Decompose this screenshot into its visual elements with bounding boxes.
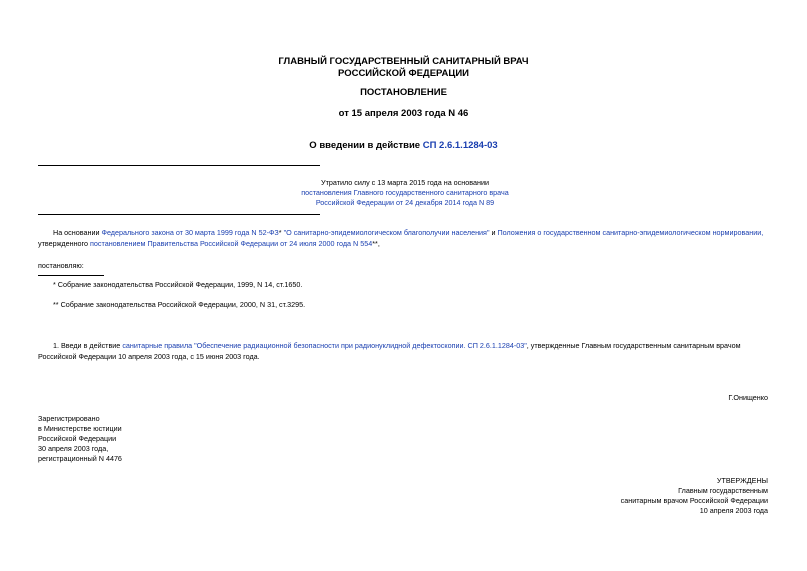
footnote-2: ** Собрание законодательства Российской Федерации, 2000, N 31, ст.3295.: [53, 300, 306, 309]
registration-line: Зарегистрировано: [38, 414, 100, 423]
document-subject: [0, 140, 807, 152]
preamble-line-2: [38, 239, 380, 249]
preamble-line-1: [53, 228, 769, 238]
approved-line: 10 апреля 2003 года: [699, 506, 768, 515]
preamble-approved-text: утвержденного: [38, 239, 91, 248]
sanitary-rules-link[interactable]: санитарные правила "Обеспечение радиационной безопасности при радионуклидной дефектоскопии. СП 2.6.1.1284-03": [122, 341, 527, 350]
document-date-number: от 15 апреля 2003 года N 46: [338, 108, 469, 119]
approved-block: [621, 476, 768, 516]
preamble-conjunction: и: [489, 228, 498, 237]
status-note: [205, 178, 605, 208]
repeal-link-line-2[interactable]: Российской Федерации от 24 декабря 2014 года N 89: [315, 198, 495, 207]
signature: Г.Онищенко: [728, 393, 768, 402]
preamble-footnote-mark-2: **,: [372, 239, 380, 248]
regulation-link[interactable]: Положения о государственном санитарно-эпидемиологическом нормировании,: [497, 228, 764, 237]
subject-text: О введении в действие: [309, 140, 423, 151]
issuer-title: [0, 56, 807, 80]
issuer-line-1: ГЛАВНЫЙ ГОСУДАРСТВЕННЫЙ САНИТАРНЫЙ ВРАЧ: [278, 56, 529, 67]
divider-top: [38, 165, 320, 166]
registration-line: регистрационный N 4476: [38, 454, 122, 463]
footnote-divider: [38, 275, 104, 276]
government-decree-link[interactable]: постановлением Правительства Российской Федерации от 24 июля 2000 года N 554: [90, 239, 373, 248]
item-1-text: 1. Введи в действие: [53, 341, 123, 350]
approved-line: Главным государственным: [678, 486, 768, 495]
footnote-1: * Собрание законодательства Российской Федерации, 1999, N 14, ст.1650.: [53, 280, 303, 289]
federal-law-link[interactable]: Федерального закона от 30 марта 1999 года N 52-ФЗ: [101, 228, 279, 237]
approved-line: санитарным врачом Российской Федерации: [620, 496, 768, 505]
repeal-link-line-1[interactable]: постановления Главного государственного санитарного врача: [301, 188, 509, 197]
registration-block: [38, 414, 122, 464]
preamble-footnote-mark: *: [278, 228, 284, 237]
registration-line: 30 апреля 2003 года,: [38, 444, 109, 453]
status-note-text: Утратило силу с 13 марта 2015 года на основании: [321, 178, 489, 187]
item-1-text-cont: , утвержденные Главным государственным санитарным врачом: [526, 341, 741, 350]
issuer-line-2: РОССИЙСКОЙ ФЕДЕРАЦИИ: [337, 68, 469, 79]
item-1-line-2: Российской Федерации 10 апреля 2003 года, с 15 июня 2003 года.: [38, 352, 260, 361]
preamble-text: На основании: [53, 228, 102, 237]
registration-line: Российской Федерации: [38, 434, 117, 443]
registration-line: в Министерстве юстиции: [38, 424, 122, 433]
law-title-link[interactable]: "О санитарно-эпидемиологическом благополучии населения": [283, 228, 490, 237]
approved-line: УТВЕРЖДЕНЫ: [716, 476, 768, 485]
divider-bottom: [38, 214, 320, 215]
document-type: ПОСТАНОВЛЕНИЕ: [360, 87, 447, 98]
resolve-text: постановляю:: [38, 261, 84, 270]
sp-link[interactable]: СП 2.6.1.1284-03: [422, 140, 498, 151]
item-1-line-1: [53, 341, 769, 351]
